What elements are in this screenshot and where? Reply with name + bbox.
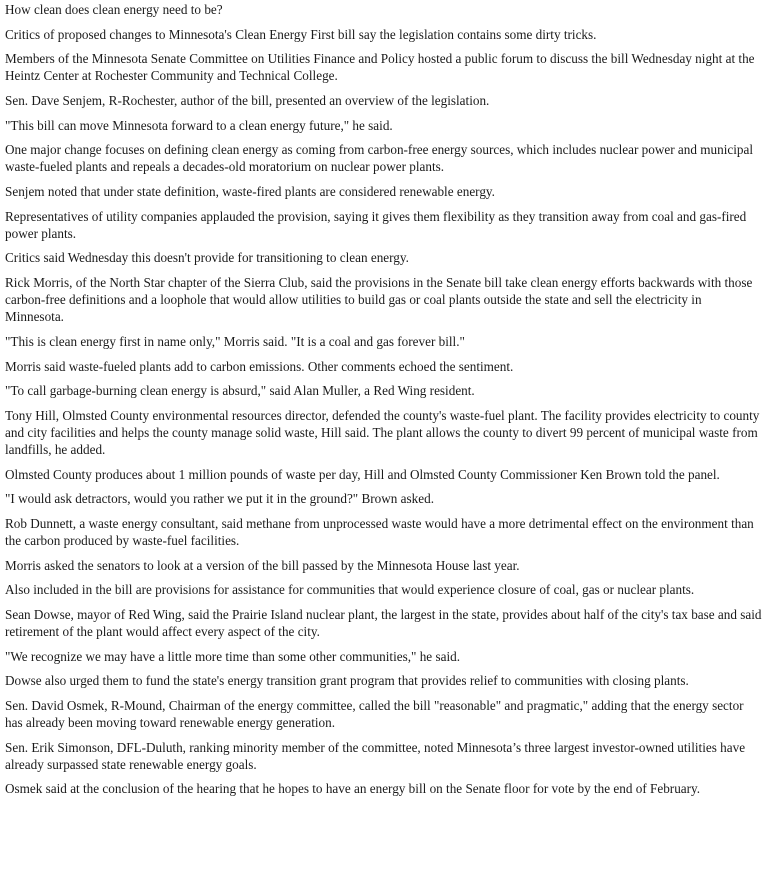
article-paragraph: Rob Dunnett, a waste energy consultant, said methane from unprocessed waste would have a more detrimental effect on the environment than the carbon produced by waste-fuel facilities. <box>5 515 754 549</box>
article-paragraph: "This bill can move Minnesota forward to a clean energy future," he said. <box>5 117 393 133</box>
article-paragraph: Members of the Minnesota Senate Committee on Utilities Finance and Policy hosted a public forum to discuss the bill Wednesday night at the Heintz Center at Rochester Community and Technical College. <box>5 51 755 84</box>
article-paragraph: How clean does clean energy need to be? <box>5 2 223 17</box>
article-paragraph: Critics said Wednesday this doesn't provide for transitioning to clean energy. <box>5 250 409 266</box>
article-paragraph: Sen. Dave Senjem, R-Rochester, author of the bill, presented an overview of the legislation. <box>5 92 490 108</box>
article-paragraph: "To call garbage-burning clean energy is absurd," said Alan Muller, a Red Wing resident. <box>5 383 475 399</box>
article-paragraph: Senjem noted that under state definition, waste-fired plants are considered renewable energy. <box>5 183 495 199</box>
article-paragraph: Morris said waste-fueled plants add to carbon emissions. Other comments echoed the sentiment. <box>5 358 514 374</box>
article-paragraph: "This is clean energy first in name only," Morris said. "It is a coal and gas forever bill." <box>5 333 465 349</box>
article-paragraph: Sen. Erik Simonson, DFL-Duluth, ranking minority member of the committee, noted Minnesota’s three largest investor-owned utilities have already surpassed state renewable energy goals. <box>5 739 746 772</box>
article-paragraph: Representatives of utility companies applauded the provision, saying it gives them flexibility as they transition away from coal and gas-fired power plants. <box>5 208 747 241</box>
article-paragraph: Dowse also urged them to fund the state's energy transition grant program that provides relief to communities with closing plants. <box>5 673 689 689</box>
article-paragraph: One major change focuses on defining clean energy as coming from carbon-free energy sources, which includes nuclear power and municipal waste-fueled plants and repeals a decades-old moratorium on nuclear power plants. <box>5 142 753 175</box>
article-paragraph: Critics of proposed changes to Minnesota's Clean Energy First bill say the legislation contains some dirty tricks. <box>5 26 597 42</box>
article-paragraph: "We recognize we may have a little more time than some other communities," he said. <box>5 648 460 664</box>
article-paragraph: Osmek said at the conclusion of the hearing that he hopes to have an energy bill on the Senate floor for vote by the end of February. <box>5 781 701 797</box>
article-paragraph: Sen. David Osmek, R-Mound, Chairman of the energy committee, called the bill "reasonable" and pragmatic," adding that the energy sector has already been moving toward renewable energy generation. <box>5 697 744 731</box>
article-paragraph: Rick Morris, of the North Star chapter of the Sierra Club, said the provisions in the Senate bill take clean energy efforts backwards with those carbon-free definitions and a loophole that would allow utilities to build gas or coal plants outside the state and sell the electricity in Minnesota. <box>5 274 753 325</box>
article-paragraph: Olmsted County produces about 1 million pounds of waste per day, Hill and Olmsted County Commissioner Ken Brown told the panel. <box>5 466 720 482</box>
article-paragraph: "I would ask detractors, would you rather we put it in the ground?" Brown asked. <box>5 491 435 507</box>
article-paragraph: Sean Dowse, mayor of Red Wing, said the Prairie Island nuclear plant, the largest in the state, provides about half of the city's tax base and said retirement of the plant would affect every aspect of the city. <box>5 606 762 640</box>
article-paragraph: Morris asked the senators to look at a version of the bill passed by the Minnesota House last year. <box>5 557 520 573</box>
article-paragraph: Tony Hill, Olmsted County environmental resources director, defended the county's waste-fuel plant. The facility provides electricity to county and city facilities and helps the county manage solid waste, Hill said. The plant allows the county to divert 99 percent of municipal waste from landfills, he added. <box>5 407 760 458</box>
article-paragraph: Also included in the bill are provisions for assistance for communities that would experience closure of coal, gas or nuclear plants. <box>5 582 695 598</box>
